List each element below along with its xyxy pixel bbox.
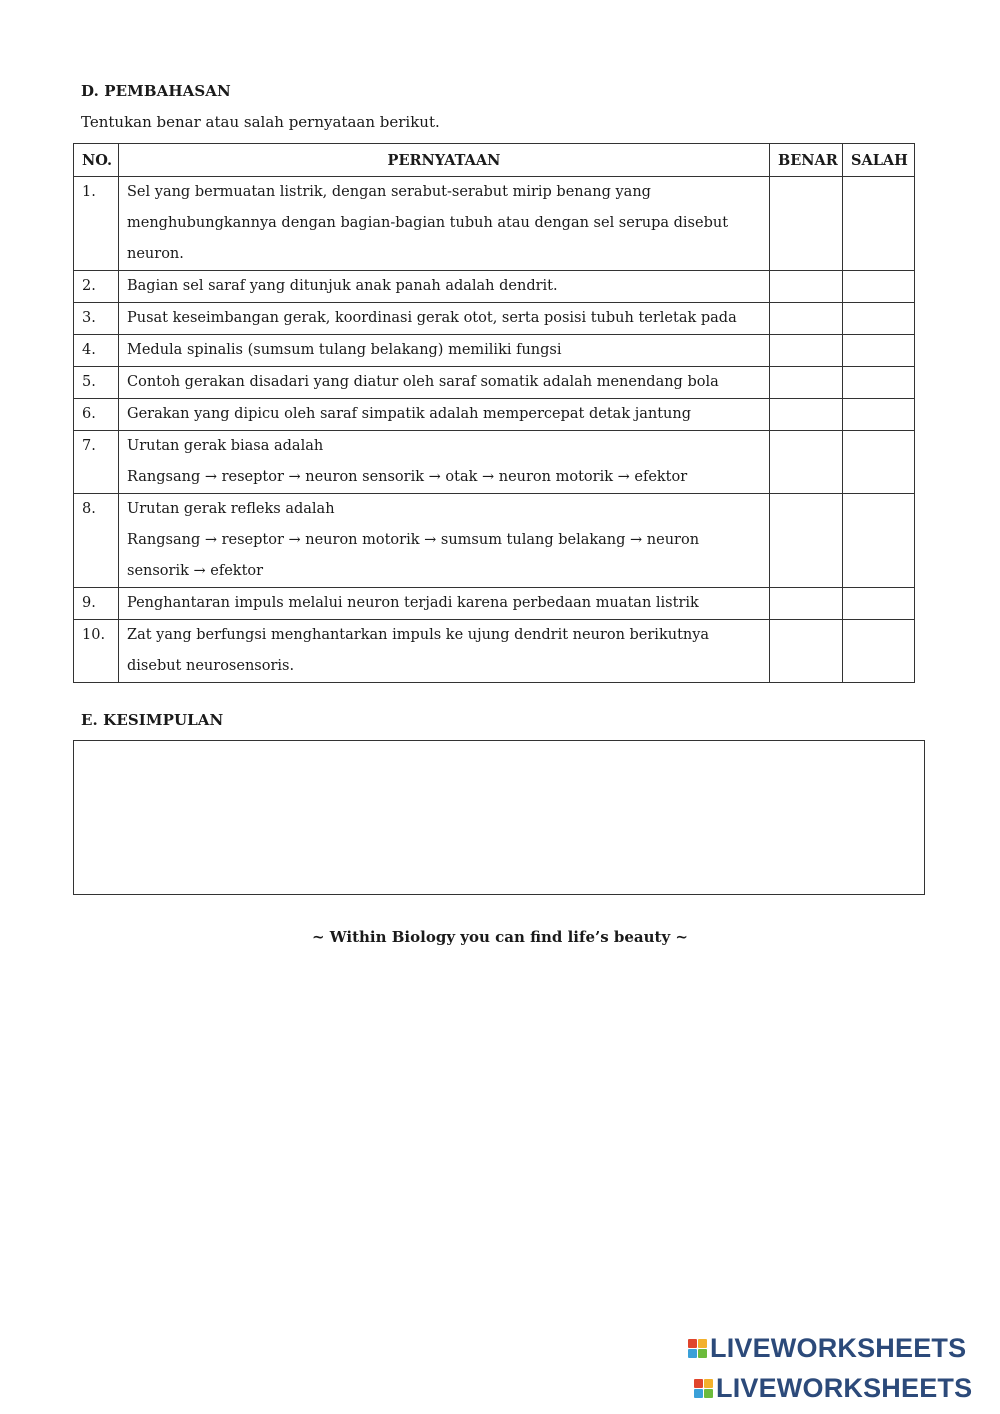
statement-line: Penghantaran impuls melalui neuron terjadi karena perbedaan muatan listrik	[127, 595, 699, 611]
false-answer-cell[interactable]	[843, 303, 915, 335]
statement-line: Rangsang → reseptor → neuron motorik → sumsum tulang belakang → neuron	[127, 532, 700, 548]
row-number: 2.	[74, 271, 119, 303]
false-answer-cell[interactable]	[843, 335, 915, 367]
true-answer-cell[interactable]	[770, 431, 843, 494]
statement-line: Bagian sel saraf yang ditunjuk anak panah adalah dendrit.	[127, 278, 558, 294]
statement-cell	[119, 271, 770, 303]
statement-line: Zat yang berfungsi menghantarkan impuls ke ujung dendrit neuron berikutnya	[127, 627, 710, 643]
false-answer-cell[interactable]	[843, 620, 915, 683]
true-answer-cell[interactable]	[770, 367, 843, 399]
true-answer-cell[interactable]	[770, 494, 843, 588]
row-number: 9.	[74, 588, 119, 620]
statement-cell	[119, 303, 770, 335]
statement-line: disebut neurosensoris.	[127, 658, 295, 674]
true-answer-cell[interactable]	[770, 399, 843, 431]
true-answer-cell[interactable]	[770, 303, 843, 335]
row-number: 6.	[74, 399, 119, 431]
instruction-text: Tentukan benar atau salah pernyataan berikut.	[81, 113, 440, 131]
row-number: 8.	[74, 494, 119, 588]
table-row	[74, 303, 915, 335]
statement-cell	[119, 431, 770, 494]
statement-line: neuron.	[127, 246, 184, 262]
statement-cell	[119, 177, 770, 271]
false-answer-cell[interactable]	[843, 588, 915, 620]
false-answer-cell[interactable]	[843, 494, 915, 588]
false-answer-cell[interactable]	[843, 177, 915, 271]
table-row	[74, 335, 915, 367]
statement-line: Rangsang → reseptor → neuron sensorik → otak → neuron motorik → efektor	[127, 469, 688, 485]
true-answer-cell[interactable]	[770, 588, 843, 620]
row-number: 7.	[74, 431, 119, 494]
row-number: 3.	[74, 303, 119, 335]
true-answer-cell[interactable]	[770, 335, 843, 367]
header-true: BENAR	[770, 144, 843, 177]
statement-cell	[119, 588, 770, 620]
statement-cell	[119, 494, 770, 588]
liveworksheets-logo-text: LIVEWORKSHEETS	[710, 1333, 967, 1363]
header-no: NO.	[74, 144, 119, 177]
liveworksheets-mark-icon	[688, 1339, 707, 1358]
statement-line: Contoh gerakan disadari yang diatur oleh saraf somatik adalah menendang bola	[127, 374, 719, 390]
table-row	[74, 620, 915, 683]
statement-cell	[119, 399, 770, 431]
false-answer-cell[interactable]	[843, 367, 915, 399]
row-number: 10.	[74, 620, 119, 683]
table-row	[74, 431, 915, 494]
liveworksheets-mark-icon	[694, 1379, 713, 1398]
table-header-row	[74, 144, 915, 177]
false-answer-cell[interactable]	[843, 399, 915, 431]
statement-line: Pusat keseimbangan gerak, koordinasi gerak otot, serta posisi tubuh terletak pada	[127, 310, 737, 326]
table-row	[74, 367, 915, 399]
section-d-title: D. PEMBAHASAN	[81, 82, 231, 100]
statement-cell	[119, 620, 770, 683]
header-statement: PERNYATAAN	[119, 144, 770, 177]
conclusion-answer-box[interactable]	[73, 740, 925, 895]
row-number: 5.	[74, 367, 119, 399]
table-row	[74, 588, 915, 620]
liveworksheets-logo	[694, 1373, 972, 1404]
statement-line: menghubungkannya dengan bagian-bagian tubuh atau dengan sel serupa disebut	[127, 215, 729, 231]
statement-line: Gerakan yang dipicu oleh saraf simpatik adalah mempercepat detak jantung	[127, 406, 691, 422]
statement-line: sensorik → efektor	[127, 563, 264, 579]
statement-line: Urutan gerak refleks adalah	[127, 501, 335, 517]
statement-line: Medula spinalis (sumsum tulang belakang) memiliki fungsi	[127, 342, 562, 358]
false-answer-cell[interactable]	[843, 271, 915, 303]
liveworksheets-logo	[688, 1333, 966, 1364]
table-row	[74, 399, 915, 431]
statement-table	[73, 143, 915, 683]
table-row	[74, 494, 915, 588]
statement-cell	[119, 335, 770, 367]
liveworksheets-logo-text: LIVEWORKSHEETS	[716, 1373, 973, 1403]
true-answer-cell[interactable]	[770, 620, 843, 683]
statement-cell	[119, 367, 770, 399]
row-number: 4.	[74, 335, 119, 367]
row-number: 1.	[74, 177, 119, 271]
statement-line: Urutan gerak biasa adalah	[127, 438, 324, 454]
table-row	[74, 271, 915, 303]
table-row	[74, 177, 915, 271]
section-e-title: E. KESIMPULAN	[81, 711, 224, 729]
footer-motto: ~ Within Biology you can find life’s beauty ~	[312, 928, 688, 946]
statement-line: Sel yang bermuatan listrik, dengan serabut-serabut mirip benang yang	[127, 184, 651, 200]
false-answer-cell[interactable]	[843, 431, 915, 494]
true-answer-cell[interactable]	[770, 271, 843, 303]
true-answer-cell[interactable]	[770, 177, 843, 271]
header-false: SALAH	[843, 144, 915, 177]
